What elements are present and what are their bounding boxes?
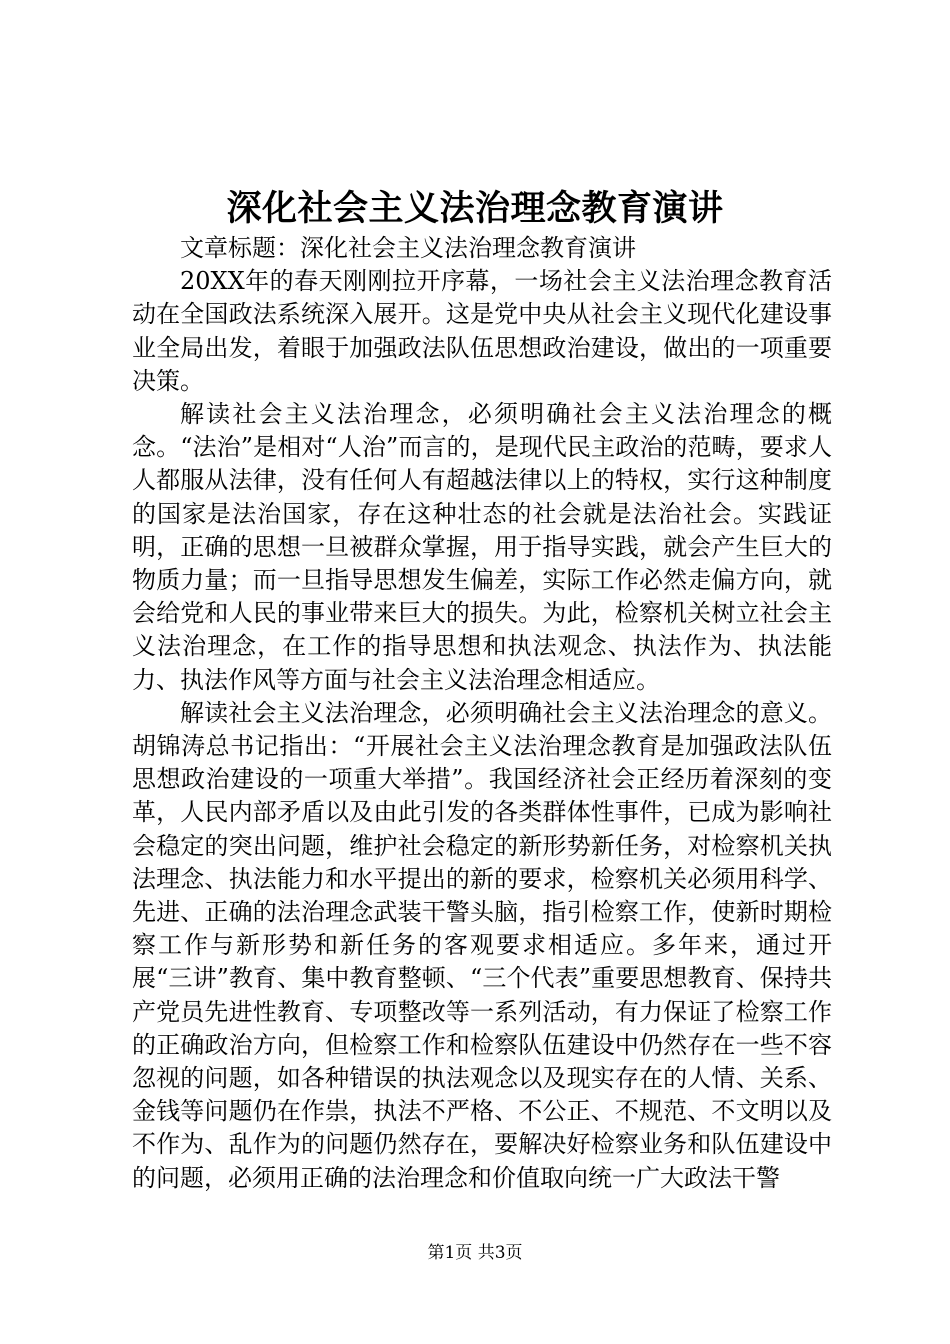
body-paragraph-significance: 解读社会主义法治理念，必须明确社会主义法治理念的意义。胡锦涛总书记指出：“开展社会主义法治理念教育是加强政法队伍思想政治建设的一项重大举措”。我国经济社会正经历着深刻的变革，人民内部矛盾以及由此引发的各类群体性事件，已成为影响社会稳定的突出问题，维护社会稳定的新形势新任务，对检察机关执法理念、执法能力和水平提出的新的要求，检察机关必须用科学、先进、正确的法治理念武装干警头脑，指引检察工作，使新时期检察工作与新形势和新任务的客观要求相适应。多年来，通过开展“三讲”教育、集中教育整顿、“三个代表”重要思想教育、保持共产党员先进性教育、专项整改等一系列活动，有力保证了检察工作的正确政治方向，但检察工作和检察队伍建设中仍然存在一些不容忽视的问题，如各种错误的执法观念以及现实存在的人情、关系、金钱等问题仍在作祟，执法不严格、不公正、不规范、不文明以及不作为、乱作为的问题仍然存在，要解决好检察业务和队伍建设中的问题，必须用正确的法治理念和价值取向统一广大政法干警: [132, 698, 832, 1192]
body-paragraph-concept: 解读社会主义法治理念，必须明确社会主义法治理念的概念。“法治”是相对“人治”而言的，是现代民主政治的范畴，要求人人都服从法律，没有任何人有超越法律以上的特权，实行这种制度的国家是法治国家，存在这种壮态的社会就是法治社会。实践证明，正确的思想一旦被群众掌握，用于指导实践，就会产生巨大的物质力量；而一旦指导思想发生偏差，实际工作必然走偏方向，就会给党和人民的事业带来巨大的损失。为此，检察机关树立社会主义法治理念，在工作的指导思想和执法观念、执法作为、执法能力、执法作风等方面与社会主义法治理念相适应。: [132, 400, 832, 694]
article-title-line: 文章标题：深化社会主义法治理念教育演讲: [180, 234, 636, 262]
body-paragraph-intro: 20XX年的春天刚刚拉开序幕，一场社会主义法治理念教育活动在全国政法系统深入展开。这是党中央从社会主义现代化建设事业全局出发，着眼于加强政法队伍思想政治建设，做出的一项重要决策。: [132, 267, 832, 395]
document-body: [132, 232, 832, 1195]
page-number-footer: 第1页 共3页: [427, 1243, 523, 1263]
document-title: 深化社会主义法治理念教育演讲: [226, 188, 724, 229]
